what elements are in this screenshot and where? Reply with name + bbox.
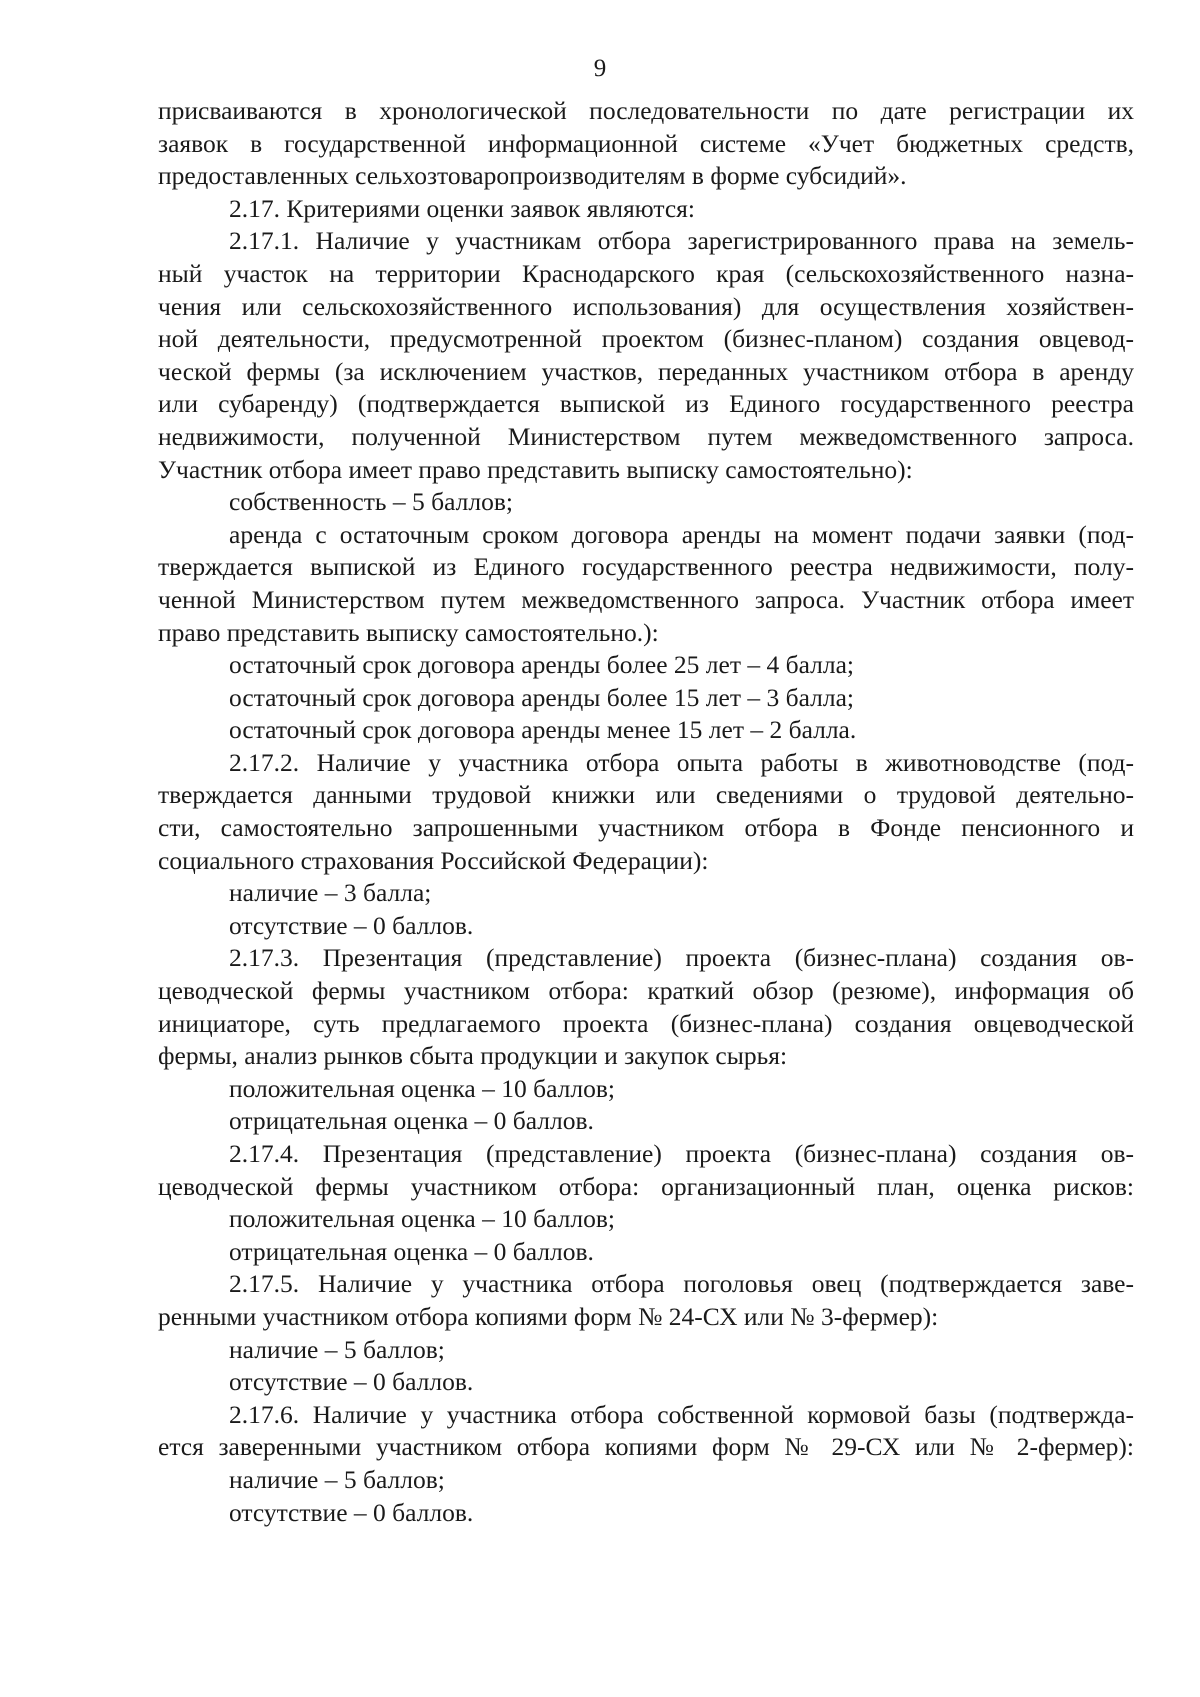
text-line: отсутствие – 0 баллов. (229, 910, 474, 940)
text-line: положительная оценка – 10 баллов; (229, 1204, 615, 1234)
text-line: 2.17.6. Наличие у участника отбора собственной кормовой базы (подтвержда- (229, 1399, 1134, 1429)
text-line: 2.17.3. Презентация (представление) проекта (бизнес-плана) создания ов- (229, 943, 1134, 973)
text-line: остаточный срок договора аренды более 25 лет – 4 балла; (229, 650, 854, 680)
text-line: заявок в государственной информационной системе «Учет бюджетных средств, (158, 128, 1134, 158)
text-line: социального страхования Российской Федерации): (158, 845, 709, 875)
text-line: тверждается данными трудовой книжки или сведениями о трудовой деятельно- (158, 780, 1134, 810)
text-line: предоставленных сельхозтоваропроизводителям в форме субсидий». (158, 161, 907, 191)
text-line: ется заверенными участником отбора копиями форм № 29-СХ или № 2-фермер): (158, 1432, 1134, 1462)
text-line: тверждается выпиской из Единого государственного реестра недвижимости, полу- (158, 552, 1134, 582)
text-line: 2.17.1. Наличие у участникам отбора зарегистрированного права на земель- (229, 226, 1134, 256)
text-line: ный участок на территории Краснодарского края (сельскохозяйственного назна- (158, 258, 1134, 288)
text-line: присваиваются в хронологической последовательности по дате регистрации их (158, 96, 1134, 125)
text-line: наличие – 3 балла; (229, 878, 432, 908)
text-line: остаточный срок договора аренды менее 15 лет – 2 балла. (229, 715, 857, 745)
document-body (158, 95, 1134, 1529)
text-line: инициаторе, суть предлагаемого проекта (бизнес-плана) создания овцеводческой (158, 1008, 1134, 1038)
text-line: сти, самостоятельно запрошенными участником отбора в Фонде пенсионного и (158, 813, 1134, 843)
text-line: ченной Министерством путем межведомственного запроса. Участник отбора имеет (158, 584, 1134, 614)
text-line: отрицательная оценка – 0 баллов. (229, 1106, 594, 1136)
text-line: остаточный срок договора аренды более 15 лет – 3 балла; (229, 682, 854, 712)
text-line: отсутствие – 0 баллов. (229, 1367, 474, 1397)
text-line: аренда с остаточным сроком договора аренды на момент подачи заявки (под- (229, 519, 1134, 549)
text-line: 2.17.5. Наличие у участника отбора поголовья овец (подтверждается заве- (229, 1269, 1134, 1299)
text-line: собственность – 5 баллов; (229, 487, 513, 517)
text-line: цеводческой фермы участником отбора: организационный план, оценка рисков: (158, 1171, 1134, 1201)
text-line: ческой фермы (за исключением участков, переданных участником отбора в аренду (158, 356, 1134, 386)
page-number: 9 (593, 55, 607, 82)
text-line: или субаренду) (подтверждается выпиской из Единого государственного реестра (158, 389, 1134, 419)
text-line: 2.17.2. Наличие у участника отбора опыта работы в животноводстве (под- (229, 747, 1134, 777)
text-line: цеводческой фермы участником отбора: краткий обзор (резюме), информация об (158, 976, 1134, 1006)
text-line: недвижимости, полученной Министерством путем межведомственного запроса. (158, 421, 1134, 451)
text-line: положительная оценка – 10 баллов; (229, 1073, 615, 1103)
text-line: наличие – 5 баллов; (229, 1464, 445, 1494)
text-line: 2.17.4. Презентация (представление) проекта (бизнес-плана) создания ов- (229, 1139, 1134, 1168)
text-line: ренными участником отбора копиями форм № 24-СХ или № 3-фермер): (158, 1301, 939, 1331)
text-line: 2.17. Критериями оценки заявок являются: (229, 193, 695, 223)
text-line: ной деятельности, предусмотренной проектом (бизнес-планом) создания овцевод- (158, 324, 1134, 354)
text-line: чения или сельскохозяйственного использования) для осуществления хозяйствен- (158, 291, 1134, 321)
text-line: право представить выписку самостоятельно.): (158, 617, 659, 647)
text-line: отрицательная оценка – 0 баллов. (229, 1236, 594, 1266)
text-line: фермы, анализ рынков сбыта продукции и закупок сырья: (158, 1041, 788, 1071)
text-line: наличие – 5 баллов; (229, 1334, 445, 1364)
text-line: отсутствие – 0 баллов. (229, 1497, 474, 1527)
text-line: Участник отбора имеет право представить выписку самостоятельно): (158, 454, 913, 484)
